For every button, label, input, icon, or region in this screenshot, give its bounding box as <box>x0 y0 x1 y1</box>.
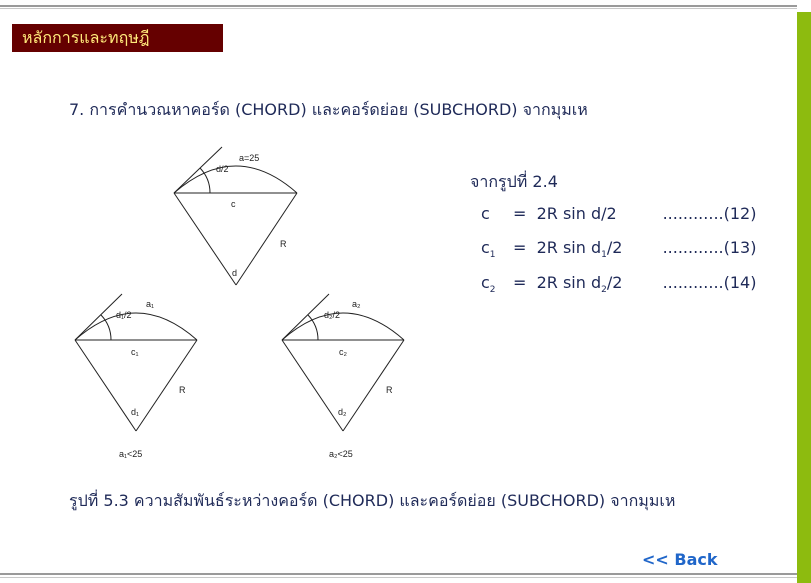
equation-14 <box>481 273 756 295</box>
back-link[interactable]: << Back <box>642 550 718 569</box>
arc-label-top: a=25 <box>239 153 260 163</box>
equals-sign: = <box>513 238 527 257</box>
chord-label-left: c₁ <box>131 347 139 357</box>
chord-label-right: c₂ <box>339 347 347 357</box>
arc-condition-right: a₂<25 <box>329 449 353 459</box>
angle-label-right: d₂/2 <box>324 310 341 320</box>
radius-label-right: R <box>386 385 393 395</box>
tangent-line-right <box>282 294 329 340</box>
equation-rhs: 2R sin d/2 <box>536 204 617 223</box>
radius-label-top: R <box>280 239 287 249</box>
equation-rhs: 2R $\sin d_2/2$ <box>536 273 623 296</box>
arc-label-left: a₁ <box>146 299 155 309</box>
angle-label-left: d₁/2 <box>116 310 132 320</box>
arc-top <box>174 166 297 193</box>
equation-13 <box>481 238 756 260</box>
center-label-left: d₁ <box>131 407 140 417</box>
tangent-line-left <box>75 294 122 340</box>
radius-line-top-right <box>236 193 297 285</box>
side-accent-bar <box>797 0 811 583</box>
equation-number: ............(12) <box>662 204 757 223</box>
chord-diagram <box>60 145 420 470</box>
arc-left <box>75 313 197 340</box>
equation-lhs: c <box>481 204 490 223</box>
radius-line-top-left <box>174 193 236 285</box>
equation-number: ............(14) <box>662 273 757 292</box>
radius-line-left-2 <box>136 340 197 431</box>
equals-sign: = <box>513 204 527 223</box>
equation-12 <box>481 204 756 226</box>
angle-label-top: d/2 <box>216 164 229 174</box>
arc-label-right: a₂ <box>352 299 361 309</box>
equation-number: ............(13) <box>662 238 757 257</box>
side-bar-gap <box>797 0 811 12</box>
equation-rhs: 2R $\sin d_1/2$ <box>536 238 623 261</box>
center-label-right: d₂ <box>338 407 347 417</box>
center-label-top: d <box>232 268 238 278</box>
chord-label-top: c <box>231 199 236 209</box>
tangent-line-top <box>174 147 222 193</box>
figure-caption: รูปที่ 5.3 ความสัมพันธ์ระหว่างคอร์ด (CHORD) และคอร์ดย่อย (SUBCHORD) จากมุมเห <box>69 491 676 510</box>
top-divider-thin <box>0 8 797 9</box>
equation-lhs: $c_1$ <box>481 238 496 261</box>
angle-arc-right <box>308 315 318 340</box>
arc-right <box>282 313 404 340</box>
angle-arc-left <box>101 315 111 340</box>
figure-reference: จากรูปที่ 2.4 <box>470 172 558 191</box>
figure-top <box>174 147 297 285</box>
page-heading: 7. การคำนวณหาคอร์ด (CHORD) และคอร์ดย่อย (SUBCHORD) จากมุมเห <box>69 100 588 119</box>
radius-line-right-1 <box>282 340 343 431</box>
top-divider <box>0 5 797 7</box>
bottom-divider-thin <box>0 577 797 578</box>
equals-sign: = <box>513 273 527 292</box>
radius-line-right-2 <box>343 340 404 431</box>
arc-condition-left: a₁<25 <box>119 449 143 459</box>
radius-label-left: R <box>179 385 186 395</box>
equation-lhs: $c_2$ <box>481 273 496 296</box>
bottom-divider <box>0 573 797 575</box>
section-label: หลักการและทฤษฎี <box>12 24 223 52</box>
radius-line-left-1 <box>75 340 136 431</box>
